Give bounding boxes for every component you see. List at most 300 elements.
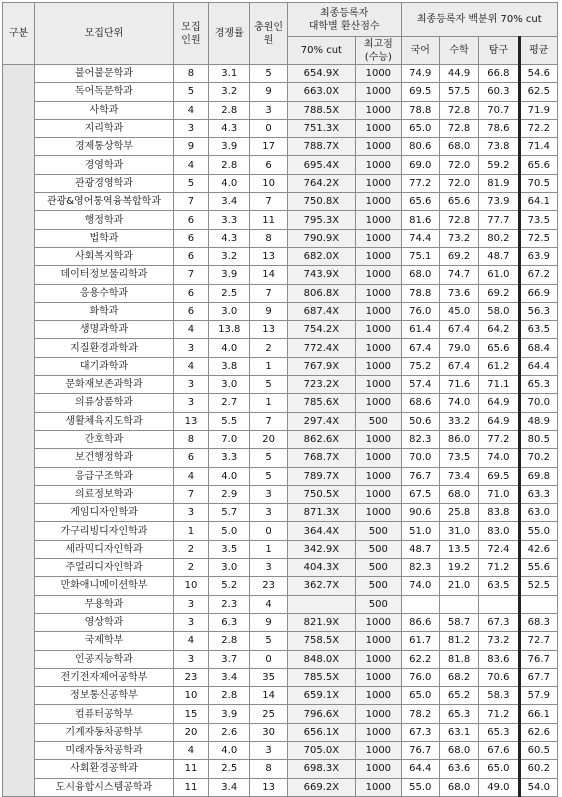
extra-cell: 3 xyxy=(250,101,287,119)
ratio-cell: 3.8 xyxy=(209,357,250,375)
math-cell: 79.0 xyxy=(439,339,478,357)
unit-cell: 응용수학과 xyxy=(35,284,174,302)
inquiry-cell xyxy=(479,595,519,613)
korean-cell: 78.8 xyxy=(401,284,439,302)
table-row xyxy=(3,156,558,174)
header-extra: 충원인 원 xyxy=(250,3,287,65)
maxscore-cell: 500 xyxy=(356,559,402,577)
average-cell: 69.8 xyxy=(519,467,557,485)
maxscore-cell: 1000 xyxy=(356,504,402,522)
ratio-cell: 2.8 xyxy=(209,632,250,650)
table-row xyxy=(3,174,558,192)
korean-cell: 65.6 xyxy=(401,193,439,211)
quota-cell: 3 xyxy=(173,613,208,631)
cut70-cell: 687.4X xyxy=(287,302,355,320)
ratio-cell: 3.4 xyxy=(209,778,250,796)
quota-cell: 7 xyxy=(173,266,208,284)
korean-cell: 68.6 xyxy=(401,394,439,412)
inquiry-cell: 73.8 xyxy=(479,138,519,156)
ratio-cell: 5.5 xyxy=(209,412,250,430)
korean-cell: 76.0 xyxy=(401,668,439,686)
table-row xyxy=(3,778,558,796)
ratio-cell: 4.3 xyxy=(209,119,250,137)
average-cell: 65.3 xyxy=(519,376,557,394)
inquiry-cell: 48.7 xyxy=(479,247,519,265)
ratio-cell: 2.6 xyxy=(209,723,250,741)
unit-cell: 정보통신공학부 xyxy=(35,687,174,705)
cut70-cell: 297.4X xyxy=(287,412,355,430)
inquiry-cell: 73.2 xyxy=(479,632,519,650)
quota-cell: 3 xyxy=(173,650,208,668)
average-cell: 48.9 xyxy=(519,412,557,430)
extra-cell: 3 xyxy=(250,559,287,577)
korean-cell: 76.7 xyxy=(401,741,439,759)
inquiry-cell: 73.9 xyxy=(479,193,519,211)
cut70-cell: 723.2X xyxy=(287,376,355,394)
table-row xyxy=(3,302,558,320)
unit-cell: 보건행정학과 xyxy=(35,449,174,467)
quota-cell: 5 xyxy=(173,83,208,101)
korean-cell: 67.4 xyxy=(401,339,439,357)
inquiry-cell: 58.0 xyxy=(479,302,519,320)
cut70-cell: 788.5X xyxy=(287,101,355,119)
extra-cell: 0 xyxy=(250,522,287,540)
math-cell: 72.0 xyxy=(439,174,478,192)
extra-cell: 5 xyxy=(250,65,287,83)
ratio-cell: 3.0 xyxy=(209,302,250,320)
extra-cell: 20 xyxy=(250,430,287,448)
average-cell: 66.9 xyxy=(519,284,557,302)
average-cell: 71.9 xyxy=(519,101,557,119)
cut70-cell: 788.7X xyxy=(287,138,355,156)
extra-cell: 14 xyxy=(250,266,287,284)
cut70-cell: 342.9X xyxy=(287,540,355,558)
inquiry-cell: 67.6 xyxy=(479,741,519,759)
math-cell: 65.3 xyxy=(439,705,478,723)
average-cell: 64.1 xyxy=(519,193,557,211)
ratio-cell: 3.0 xyxy=(209,559,250,577)
average-cell: 54.0 xyxy=(519,778,557,796)
ratio-cell: 5.0 xyxy=(209,522,250,540)
table-row xyxy=(3,211,558,229)
extra-cell: 14 xyxy=(250,687,287,705)
header-maxscore: 최고점 (수능) xyxy=(356,37,402,65)
header-average: 평균 xyxy=(519,37,557,65)
admission-results-table xyxy=(2,2,558,797)
inquiry-cell: 65.6 xyxy=(479,339,519,357)
ratio-cell: 4.0 xyxy=(209,467,250,485)
average-cell: 76.7 xyxy=(519,650,557,668)
korean-cell: 65.0 xyxy=(401,687,439,705)
math-cell: 73.6 xyxy=(439,284,478,302)
average-cell: 67.7 xyxy=(519,668,557,686)
cut70-cell: 754.2X xyxy=(287,321,355,339)
inquiry-cell: 64.2 xyxy=(479,321,519,339)
header-gubun: 구분 xyxy=(3,3,35,65)
inquiry-cell: 49.0 xyxy=(479,778,519,796)
unit-cell: 관광&영어통역융복합학과 xyxy=(35,193,174,211)
maxscore-cell: 1000 xyxy=(356,760,402,778)
average-cell: 63.0 xyxy=(519,504,557,522)
korean-cell: 69.0 xyxy=(401,156,439,174)
korean-cell: 61.7 xyxy=(401,632,439,650)
average-cell: 70.2 xyxy=(519,449,557,467)
table-row xyxy=(3,394,558,412)
quota-cell: 11 xyxy=(173,778,208,796)
math-cell: 73.4 xyxy=(439,467,478,485)
ratio-cell: 3.1 xyxy=(209,65,250,83)
cut70-cell: 848.0X xyxy=(287,650,355,668)
header-ratio: 경쟁률 xyxy=(209,3,250,65)
table-row xyxy=(3,430,558,448)
korean-cell: 76.7 xyxy=(401,467,439,485)
korean-cell: 75.2 xyxy=(401,357,439,375)
math-cell: 72.0 xyxy=(439,156,478,174)
math-cell: 58.7 xyxy=(439,613,478,631)
math-cell: 72.8 xyxy=(439,119,478,137)
cut70-cell: 751.3X xyxy=(287,119,355,137)
table-row xyxy=(3,229,558,247)
unit-cell: 간호학과 xyxy=(35,430,174,448)
korean-cell: 82.3 xyxy=(401,430,439,448)
ratio-cell: 7.0 xyxy=(209,430,250,448)
inquiry-cell: 83.0 xyxy=(479,522,519,540)
header-cut70: 70% cut xyxy=(287,37,355,65)
maxscore-cell: 1000 xyxy=(356,485,402,503)
cut70-cell: 785.5X xyxy=(287,668,355,686)
inquiry-cell: 83.6 xyxy=(479,650,519,668)
inquiry-cell: 69.5 xyxy=(479,467,519,485)
table-body xyxy=(3,65,558,797)
quota-cell: 6 xyxy=(173,247,208,265)
quota-cell: 8 xyxy=(173,65,208,83)
cut70-cell: 659.1X xyxy=(287,687,355,705)
math-cell: 65.6 xyxy=(439,193,478,211)
maxscore-cell: 1000 xyxy=(356,83,402,101)
extra-cell: 10 xyxy=(250,174,287,192)
quota-cell: 4 xyxy=(173,101,208,119)
quota-cell: 2 xyxy=(173,559,208,577)
inquiry-cell: 61.2 xyxy=(479,357,519,375)
unit-cell: 독어독문학과 xyxy=(35,83,174,101)
maxscore-cell: 1000 xyxy=(356,650,402,668)
maxscore-cell: 1000 xyxy=(356,357,402,375)
math-cell: 72.8 xyxy=(439,101,478,119)
table-row xyxy=(3,577,558,595)
inquiry-cell: 83.8 xyxy=(479,504,519,522)
maxscore-cell: 1000 xyxy=(356,229,402,247)
quota-cell: 4 xyxy=(173,741,208,759)
unit-cell: 문화재보존과학과 xyxy=(35,376,174,394)
quota-cell: 3 xyxy=(173,376,208,394)
average-cell: 52.5 xyxy=(519,577,557,595)
cut70-cell: 695.4X xyxy=(287,156,355,174)
maxscore-cell: 1000 xyxy=(356,138,402,156)
ratio-cell: 2.3 xyxy=(209,595,250,613)
extra-cell: 30 xyxy=(250,723,287,741)
average-cell: 70.5 xyxy=(519,174,557,192)
quota-cell: 4 xyxy=(173,632,208,650)
unit-cell: 주얼리디자인학과 xyxy=(35,559,174,577)
math-cell: 67.4 xyxy=(439,321,478,339)
average-cell: 72.2 xyxy=(519,119,557,137)
unit-cell: 생활체육지도학과 xyxy=(35,412,174,430)
korean-cell: 67.3 xyxy=(401,723,439,741)
average-cell: 68.3 xyxy=(519,613,557,631)
math-cell: 69.2 xyxy=(439,247,478,265)
maxscore-cell: 500 xyxy=(356,540,402,558)
ratio-cell: 3.3 xyxy=(209,211,250,229)
ratio-cell: 3.2 xyxy=(209,247,250,265)
maxscore-cell: 1000 xyxy=(356,101,402,119)
table-row xyxy=(3,65,558,83)
inquiry-cell: 71.0 xyxy=(479,485,519,503)
maxscore-cell: 500 xyxy=(356,595,402,613)
cut70-cell: 768.7X xyxy=(287,449,355,467)
korean-cell: 75.1 xyxy=(401,247,439,265)
korean-cell: 55.0 xyxy=(401,778,439,796)
quota-cell: 10 xyxy=(173,577,208,595)
math-cell: 74.7 xyxy=(439,266,478,284)
ratio-cell: 2.8 xyxy=(209,101,250,119)
ratio-cell: 6.3 xyxy=(209,613,250,631)
table-row xyxy=(3,595,558,613)
maxscore-cell: 1000 xyxy=(356,705,402,723)
table-row xyxy=(3,723,558,741)
header-quota: 모집 인원 xyxy=(173,3,208,65)
quota-cell: 6 xyxy=(173,302,208,320)
extra-cell: 5 xyxy=(250,467,287,485)
maxscore-cell: 1000 xyxy=(356,632,402,650)
ratio-cell: 4.3 xyxy=(209,229,250,247)
inquiry-cell: 69.2 xyxy=(479,284,519,302)
cut70-cell: 682.0X xyxy=(287,247,355,265)
maxscore-cell: 1000 xyxy=(356,284,402,302)
korean-cell: 78.8 xyxy=(401,101,439,119)
extra-cell: 23 xyxy=(250,577,287,595)
cut70-cell: 871.3X xyxy=(287,504,355,522)
math-cell: 13.5 xyxy=(439,540,478,558)
extra-cell: 7 xyxy=(250,193,287,211)
table-row xyxy=(3,266,558,284)
extra-cell: 1 xyxy=(250,540,287,558)
quota-cell: 7 xyxy=(173,485,208,503)
maxscore-cell: 1000 xyxy=(356,613,402,631)
table-row xyxy=(3,467,558,485)
ratio-cell: 13.8 xyxy=(209,321,250,339)
average-cell: 63.3 xyxy=(519,485,557,503)
math-cell: 72.8 xyxy=(439,211,478,229)
extra-cell: 3 xyxy=(250,504,287,522)
table-row xyxy=(3,705,558,723)
extra-cell: 3 xyxy=(250,741,287,759)
inquiry-cell: 64.9 xyxy=(479,412,519,430)
ratio-cell: 2.5 xyxy=(209,760,250,778)
extra-cell: 9 xyxy=(250,613,287,631)
table-row xyxy=(3,247,558,265)
table-row xyxy=(3,376,558,394)
ratio-cell: 3.9 xyxy=(209,705,250,723)
quota-cell: 13 xyxy=(173,412,208,430)
table-row xyxy=(3,83,558,101)
extra-cell: 5 xyxy=(250,632,287,650)
cut70-cell: 764.2X xyxy=(287,174,355,192)
average-cell: 63.5 xyxy=(519,321,557,339)
ratio-cell: 2.7 xyxy=(209,394,250,412)
average-cell: 62.5 xyxy=(519,83,557,101)
cut70-cell: 772.4X xyxy=(287,339,355,357)
math-cell: 81.8 xyxy=(439,650,478,668)
cut70-cell: 364.4X xyxy=(287,522,355,540)
quota-cell: 4 xyxy=(173,467,208,485)
unit-cell: 사학과 xyxy=(35,101,174,119)
unit-cell: 무용학과 xyxy=(35,595,174,613)
table-row xyxy=(3,284,558,302)
quota-cell: 3 xyxy=(173,595,208,613)
maxscore-cell: 1000 xyxy=(356,687,402,705)
ratio-cell: 3.5 xyxy=(209,540,250,558)
math-cell xyxy=(439,595,478,613)
extra-cell: 7 xyxy=(250,284,287,302)
header-converted-group: 최종등록자 대학별 환산점수 xyxy=(287,3,401,37)
math-cell: 67.4 xyxy=(439,357,478,375)
table-row xyxy=(3,741,558,759)
maxscore-cell: 1000 xyxy=(356,741,402,759)
inquiry-cell: 67.3 xyxy=(479,613,519,631)
unit-cell: 응급구조학과 xyxy=(35,467,174,485)
average-cell: 66.1 xyxy=(519,705,557,723)
maxscore-cell: 1000 xyxy=(356,778,402,796)
math-cell: 68.0 xyxy=(439,138,478,156)
korean-cell: 76.0 xyxy=(401,302,439,320)
cut70-cell: 789.7X xyxy=(287,467,355,485)
table-row xyxy=(3,559,558,577)
inquiry-cell: 65.3 xyxy=(479,723,519,741)
inquiry-cell: 77.2 xyxy=(479,430,519,448)
average-cell: 55.0 xyxy=(519,522,557,540)
ratio-cell: 3.4 xyxy=(209,193,250,211)
extra-cell: 5 xyxy=(250,449,287,467)
inquiry-cell: 77.7 xyxy=(479,211,519,229)
quota-cell: 6 xyxy=(173,211,208,229)
extra-cell: 3 xyxy=(250,485,287,503)
cut70-cell: 795.3X xyxy=(287,211,355,229)
quota-cell: 11 xyxy=(173,760,208,778)
average-cell: 60.5 xyxy=(519,741,557,759)
table-row xyxy=(3,540,558,558)
quota-cell: 15 xyxy=(173,705,208,723)
cut70-cell: 404.3X xyxy=(287,559,355,577)
inquiry-cell: 74.0 xyxy=(479,449,519,467)
extra-cell: 0 xyxy=(250,119,287,137)
korean-cell: 74.0 xyxy=(401,577,439,595)
extra-cell: 9 xyxy=(250,83,287,101)
unit-cell: 법학과 xyxy=(35,229,174,247)
average-cell: 72.5 xyxy=(519,229,557,247)
maxscore-cell: 1000 xyxy=(356,321,402,339)
inquiry-cell: 64.9 xyxy=(479,394,519,412)
math-cell: 31.0 xyxy=(439,522,478,540)
inquiry-cell: 63.5 xyxy=(479,577,519,595)
maxscore-cell: 1000 xyxy=(356,376,402,394)
cut70-cell: 743.9X xyxy=(287,266,355,284)
ratio-cell: 2.9 xyxy=(209,485,250,503)
cut70-cell: 663.0X xyxy=(287,83,355,101)
korean-cell: 74.9 xyxy=(401,65,439,83)
table-row xyxy=(3,193,558,211)
table-row xyxy=(3,119,558,137)
average-cell: 73.5 xyxy=(519,211,557,229)
ratio-cell: 2.8 xyxy=(209,156,250,174)
korean-cell: 57.4 xyxy=(401,376,439,394)
math-cell: 63.1 xyxy=(439,723,478,741)
ratio-cell: 5.7 xyxy=(209,504,250,522)
math-cell: 73.5 xyxy=(439,449,478,467)
maxscore-cell: 1000 xyxy=(356,65,402,83)
quota-cell: 20 xyxy=(173,723,208,741)
maxscore-cell: 500 xyxy=(356,412,402,430)
table-row xyxy=(3,760,558,778)
math-cell: 45.0 xyxy=(439,302,478,320)
korean-cell: 61.4 xyxy=(401,321,439,339)
math-cell: 44.9 xyxy=(439,65,478,83)
korean-cell: 82.3 xyxy=(401,559,439,577)
table-row xyxy=(3,485,558,503)
unit-cell: 대기과학과 xyxy=(35,357,174,375)
maxscore-cell: 1000 xyxy=(356,193,402,211)
quota-cell: 8 xyxy=(173,430,208,448)
average-cell: 70.0 xyxy=(519,394,557,412)
unit-cell: 기계자동차공학부 xyxy=(35,723,174,741)
inquiry-cell: 60.3 xyxy=(479,83,519,101)
extra-cell: 25 xyxy=(250,705,287,723)
cut70-cell: 698.3X xyxy=(287,760,355,778)
ratio-cell: 3.7 xyxy=(209,650,250,668)
table-row xyxy=(3,613,558,631)
quota-cell: 1 xyxy=(173,522,208,540)
korean-cell: 77.2 xyxy=(401,174,439,192)
unit-cell: 경영학과 xyxy=(35,156,174,174)
ratio-cell: 3.0 xyxy=(209,376,250,394)
inquiry-cell: 61.0 xyxy=(479,266,519,284)
extra-cell: 4 xyxy=(250,595,287,613)
inquiry-cell: 66.8 xyxy=(479,65,519,83)
table-row xyxy=(3,412,558,430)
unit-cell: 의료정보학과 xyxy=(35,485,174,503)
ratio-cell: 3.9 xyxy=(209,266,250,284)
table-row xyxy=(3,138,558,156)
maxscore-cell: 1000 xyxy=(356,339,402,357)
ratio-cell: 3.2 xyxy=(209,83,250,101)
math-cell: 86.0 xyxy=(439,430,478,448)
average-cell: 42.6 xyxy=(519,540,557,558)
maxscore-cell: 1000 xyxy=(356,467,402,485)
math-cell: 65.2 xyxy=(439,687,478,705)
cut70-cell: 862.6X xyxy=(287,430,355,448)
maxscore-cell: 500 xyxy=(356,522,402,540)
unit-cell: 국제학부 xyxy=(35,632,174,650)
average-cell: 68.4 xyxy=(519,339,557,357)
korean-cell: 64.4 xyxy=(401,760,439,778)
extra-cell: 7 xyxy=(250,412,287,430)
unit-cell: 지리학과 xyxy=(35,119,174,137)
math-cell: 81.2 xyxy=(439,632,478,650)
cut70-cell: 750.5X xyxy=(287,485,355,503)
table-row xyxy=(3,101,558,119)
cut70-cell: 705.0X xyxy=(287,741,355,759)
ratio-cell: 4.0 xyxy=(209,174,250,192)
unit-cell: 경제통상학부 xyxy=(35,138,174,156)
